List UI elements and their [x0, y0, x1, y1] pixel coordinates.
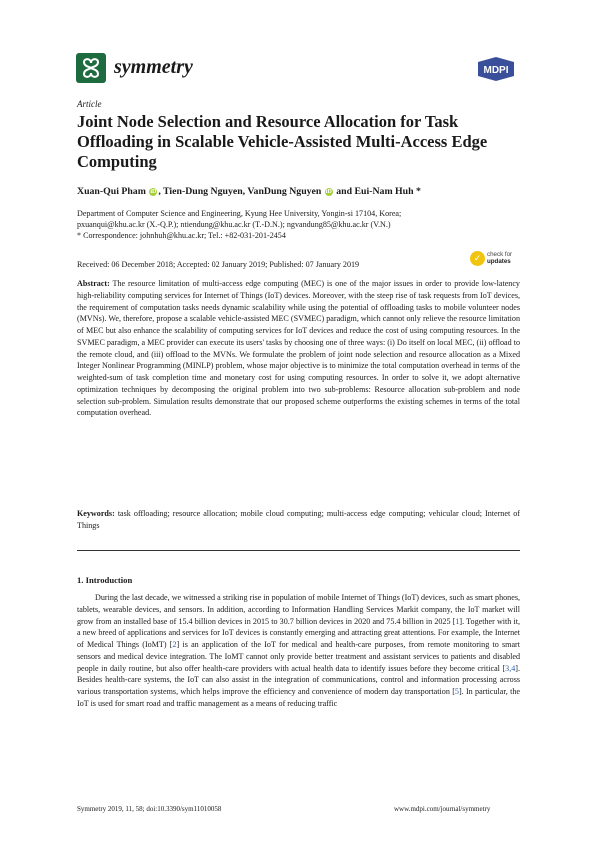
author-list [77, 186, 421, 197]
affiliation-line: pxuanqui@khu.ac.kr (X.-Q.P.); ntiendung@khu.ac.kr (T.-D.N.); ngvandung85@khu.ac.kr (V.N.) [77, 220, 391, 230]
publication-dates: Received: 06 December 2018; Accepted: 02 January 2019; Published: 07 January 2019 [77, 260, 360, 269]
publisher-name: MDPI [483, 65, 509, 76]
author-name: Xuan-Qui Pham [77, 186, 146, 197]
publisher-logo-icon [474, 56, 518, 82]
intro-text: ] is an application of the IoT for medical and health-care purposes, from remote monitoring to smart sensors and medical device integration. The IoMT cannot only provide better treatment and assistant services to patients and disabled people in daily routine, but also offer health-care providers with actual health data to identify issues before they become critical [ [77, 640, 520, 673]
footer-citation: Symmetry 2019, 11, 58; doi:10.3390/sym11010058 [77, 805, 222, 813]
paper-title: Joint Node Selection and Resource Allocation for Task Offloading in Scalable Vehicle-Assisted Multi-Access Edge Computing [77, 112, 488, 171]
citation-link[interactable]: 1 [455, 616, 460, 626]
section-heading: 1. Introduction [77, 575, 133, 585]
keywords [77, 508, 520, 532]
check-updates-badge[interactable] [487, 251, 512, 265]
keywords-text: task offloading; resource allocation; mobile cloud computing; multi-access edge computing; vehicular cloud; Internet of Things [77, 509, 520, 530]
abstract [77, 278, 520, 419]
section-divider [77, 550, 520, 551]
journal-name: symmetry [114, 56, 193, 78]
intro-text: During the last decade, we witnessed a striking rise in population of mobile Internet of Things (IoT) devices, such as smart phones, tablets, wearable devices, and sensors. In addition, according to Information Handling Services Markit company, the IoT market will grow from an installed base of 15.4 billion devices in 2015 to 30.7 billion devices in 2020 and 75.4 billion in 2025 [ [77, 593, 520, 626]
footer-url[interactable]: www.mdpi.com/journal/symmetry [394, 805, 491, 813]
abstract-text: The resource limitation of multi-access edge computing (MEC) is one of the major issues in order to provide low-latency high-reliability computing services for Internet of Things (IoT) devices. Moreover, with the steep rise of task requests from IoT devices, the requirement of computation tasks needs dynamic scalability while using the potential of offloading tasks to mobile volunteer nodes (MVNs). We, therefore, propose a scalable vehicle-assisted MEC (SVMEC) paradigm, which cannot only relieve the resource limitation of MEC but also enhance the scalability of computing services for IoT devices and reduce the cost of using computing resources. In the SVMEC paradigm, a MEC provider can execute its users' tasks by choosing one of three ways: (i) Do itself on local MEC, (ii) offload to the remote cloud, and (iii) offload to the MVNs. We formulate the problem of joint node selection and resource allocation as a Mixed Integer Nonlinear Programming (MINLP) problem, whose major objective is to minimize the total computation overhead in terms of the weighted-sum of task completion time and monetary cost for using computing resources. In order to solve it, we adopt alternative optimization techniques by decomposing the original problem into two sub-problems: Resource allocation sub-problem and node selection sub-problem. Simulation results demonstrate that our proposed scheme outperforms the existing schemes in terms of the total computation overhead. [77, 279, 520, 418]
check-updates-line1: check for [487, 251, 513, 258]
journal-logo-icon [76, 53, 106, 83]
introduction-paragraph [77, 592, 520, 710]
citation-link[interactable]: 2 [172, 640, 177, 649]
affiliation-block [77, 208, 477, 242]
intro-text: ]. Besides health-care systems, the IoT can also assist in the integration of communications, control and information processing across various transportation systems, which helps improve the efficiency and convenience of modern day transportation [ [77, 663, 520, 696]
orcid-icon[interactable]: iD [150, 189, 157, 195]
author-name: VanDung Nguyen [247, 186, 322, 197]
intro-text: ]. In particular, the IoT is used for smart road and traffic management as a means of reducing traffic [77, 687, 520, 708]
intro-text: ]. Together with it, a new breed of applications and services for IoT devices is constantly emerging and attracting great attentions. For example, the Internet of Medical Things (IoMT) [ [77, 616, 520, 649]
citation-link[interactable]: 5 [454, 687, 459, 696]
correspondence-line: * Correspondence: johnhuh@khu.ac.kr; Tel.: +82-031-201-2454 [77, 231, 286, 241]
author-separator: , [158, 186, 164, 197]
article-type: Article [77, 99, 102, 109]
orcid-icon[interactable]: iD [325, 189, 332, 195]
author-name: Eui-Nam Huh * [354, 186, 421, 197]
check-updates-line2: updates [487, 258, 511, 266]
citation-link[interactable]: 3,4 [505, 663, 516, 673]
keywords-label: Keywords: [77, 509, 115, 518]
author-separator: , [242, 186, 248, 197]
abstract-label: Abstract: [77, 279, 110, 288]
check-updates-icon[interactable]: ✓ [470, 251, 485, 266]
author-separator: and [333, 186, 355, 197]
affiliation-line: Department of Computer Science and Engineering, Kyung Hee University, Yongin-si 17104, Korea; [77, 209, 402, 218]
author-name: Tien-Dung Nguyen [163, 186, 243, 197]
